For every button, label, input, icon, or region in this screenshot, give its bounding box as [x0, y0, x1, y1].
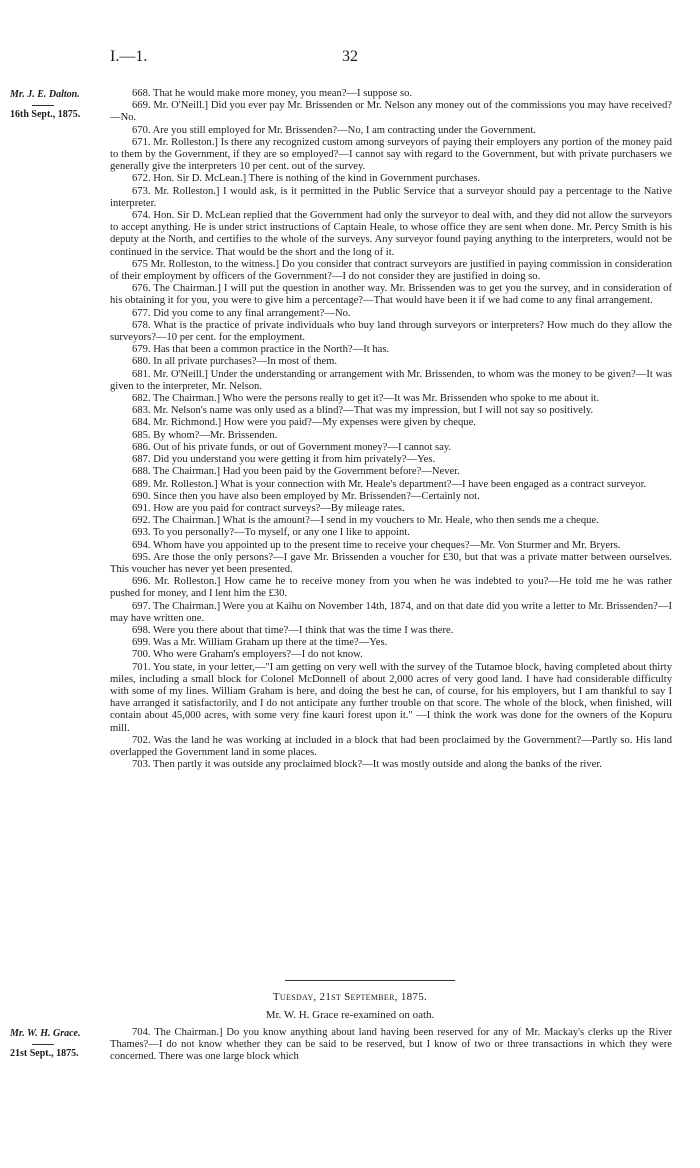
testimony-paragraph: 685. By whom?—Mr. Brissenden.: [132, 429, 278, 441]
testimony-paragraph: 686. Out of his private funds, or out of Government money?—I cannot say.: [132, 441, 452, 453]
testimony-paragraph: 694. Whom have you appointed up to the present time to receive your cheques?—Mr. Von Sturmer and Mr. Bryers.: [132, 539, 621, 551]
testimony-paragraph: 679. Has that been a common practice in the North?—It has.: [132, 344, 390, 356]
testimony-paragraph: 704. The Chairman.] Do you know anything about land having been reserved for any of Mr. Mackay's clerks up the River Thames?—I do not know whether they can be said to be reserved, but I know of two or three transactions in which they were concerned. There was one large block which: [110, 1027, 672, 1063]
testimony-paragraph: 699. Was a Mr. William Graham up there at the time?—Yes.: [132, 637, 388, 649]
parliamentary-paper-code: I.—1.: [110, 48, 148, 65]
testimony-paragraph: 673. Mr. Rolleston.] I would ask, is it permitted in the Public Service that a surveyor should pay a percentage to the Native interpreter.: [110, 185, 672, 209]
testimony-paragraph: 675 Mr. Rolleston, to the witness.] Do you consider that contract surveyors are justified in paying commission in consideration of their employment by officers of the Government?—I do not consider they are justified in doing so.: [110, 258, 672, 283]
testimony-paragraph: 681. Mr. O'Neill.] Under the understanding or arrangement with Mr. Brissenden, to whom was the money to be given?—It was given to the interpreter, Mr. Nelson.: [110, 368, 672, 392]
testimony-paragraph: 687. Did you understand you were getting it from him privately?—Yes.: [132, 454, 436, 466]
testimony-paragraph: 692. The Chairman.] What is the amount?—I send in my vouchers to Mr. Heale, who then sends me a cheque.: [132, 515, 599, 527]
testimony-paragraph: 697. The Chairman.] Were you at Kaihu on November 14th, 1874, and on that date did you write a letter to Mr. Brissenden?—I may have written one.: [110, 600, 672, 624]
testimony-text: [110, 88, 672, 771]
testimony-paragraph: 690. Since then you have also been employed by Mr. Brissenden?—Certainly not.: [132, 490, 480, 502]
testimony-paragraph: 693. To you personally?—To myself, or any one I like to appoint.: [132, 527, 410, 539]
testimony-paragraph: 703. Then partly it was outside any proclaimed block?—It was mostly outside and along the banks of the river.: [132, 759, 602, 771]
testimony-paragraph: 678. What is the practice of private individuals who buy land through surveyors or interpreters? How much do they allow the surveyors?—10 per cent. for the employment.: [110, 319, 672, 344]
testimony-paragraph: 676. The Chairman.] I will put the question in another way. Mr. Brissenden was to get you the survey, and in consideration of his obtaining it for you, you were to give him a percentage?—That would have been it if we had come to any final arrangement.: [110, 283, 672, 307]
margin-witness-name: Mr. J. E. Dalton.: [10, 89, 80, 100]
testimony-paragraph: 680. In all private purchases?—In most of them.: [132, 356, 338, 368]
testimony-paragraph: 671. Mr. Rolleston.] Is there any recognized custom among surveyors of paying their employers any portion of the money paid to them by the Government, if they are so employed?—I cannot say with regard to the Government, but with private purchasers we generally give the interpreters 10 per cent. out of the survey.: [110, 136, 672, 173]
testimony-paragraph: 691. How are you paid for contract surveys?—By mileage rates.: [132, 502, 405, 514]
section-divider: [285, 980, 455, 981]
testimony-paragraph: 689. Mr. Rolleston.] What is your connection with Mr. Heale's department?—I have been engaged as a contract surveyor.: [132, 478, 647, 490]
testimony-paragraph: 677. Did you come to any final arrangement?—No.: [132, 307, 351, 319]
testimony-paragraph: 701. You state, in your letter,—"I am getting on very well with the survey of the Tutamoe block, having completed about thirty miles, including a small block for Colonel McDonnell of about 2,000 acres of very good land. I have had considerable difficulty with some of my lines. William Graham is here, and doing the best he can, of course, for his employers, but I am thankful to say I have arranged it satisfactorily, and I do not anticipate any further trouble on that score. The whole of the block, when finished, will contain about 45,000 acres, with some very fine kauri forest upon it." —I think the work was done for the owners of the Kopuru mill.: [110, 661, 672, 734]
testimony-paragraph: 668. That he would make more money, you mean?—I suppose so.: [132, 88, 413, 99]
testimony-paragraph: 684. Mr. Richmond.] How were you paid?—My expenses were given by cheque.: [132, 417, 476, 429]
testimony-text-continued: [110, 1027, 672, 1064]
testimony-paragraph: 696. Mr. Rolleston.] How came he to receive money from you when he was indebted to you?—He told me he was rather pushed for money, and I lent him the £30.: [110, 576, 672, 600]
testimony-paragraph: 683. Mr. Nelson's name was only used as a blind?—That was my impression, but I will not say so positively.: [132, 405, 594, 417]
margin-divider: [32, 1044, 54, 1045]
testimony-paragraph: 700. Who were Graham's employers?—I do not know.: [132, 649, 363, 661]
page-number: 32: [342, 48, 358, 65]
margin-divider: [32, 105, 54, 106]
testimony-paragraph: 698. Were you there about that time?—I think that was the time I was there.: [132, 624, 454, 636]
testimony-paragraph: 674. Hon. Sir D. McLean replied that the Government had only the surveyor to deal with, and they did not allow the surveyors to accept anything. He is under strict instructions of Captain Heale, to whose office they are sent when done. Mr. Percy Smith is his deputy at the North, and certifies to the whole of the surveys. Any surveyor found paying anything to the interpreters, would not be continued in the service. That would be the short and the long of it.: [110, 210, 672, 258]
testimony-paragraph: 702. Was the land he was working at included in a block that had been proclaimed by the Government?—Partly so. His land overlapped the Government land in some places.: [110, 734, 672, 758]
session-date-heading: Tuesday, 21st September, 1875.: [272, 991, 428, 1003]
testimony-paragraph: 669. Mr. O'Neill.] Did you ever pay Mr. Brissenden or Mr. Nelson any money out of the commissions you may have received?—No.: [110, 100, 672, 124]
margin-witness-name: Mr. W. H. Grace.: [10, 1028, 81, 1039]
witness-heading: Mr. W. H. Grace re-examined on oath.: [265, 1009, 435, 1021]
testimony-paragraph: 688. The Chairman.] Had you been paid by the Government before?—Never.: [132, 466, 460, 478]
testimony-paragraph: 670. Are you still employed for Mr. Brissenden?—No, I am contracting under the Government.: [132, 124, 536, 136]
margin-date: 16th Sept., 1875.: [10, 109, 81, 120]
margin-date: 21st Sept., 1875.: [10, 1048, 79, 1059]
testimony-paragraph: 695. Are those the only persons?—I gave Mr. Brissenden a voucher for £30, but that was a private matter between ourselves. This voucher has never yet been presented.: [110, 551, 672, 575]
testimony-paragraph: 672. Hon. Sir D. McLean.] There is nothing of the kind in Government purchases.: [132, 173, 481, 185]
testimony-paragraph: 682. The Chairman.] Who were the persons really to get it?—It was Mr. Brissenden who spoke to me about it.: [132, 393, 600, 405]
